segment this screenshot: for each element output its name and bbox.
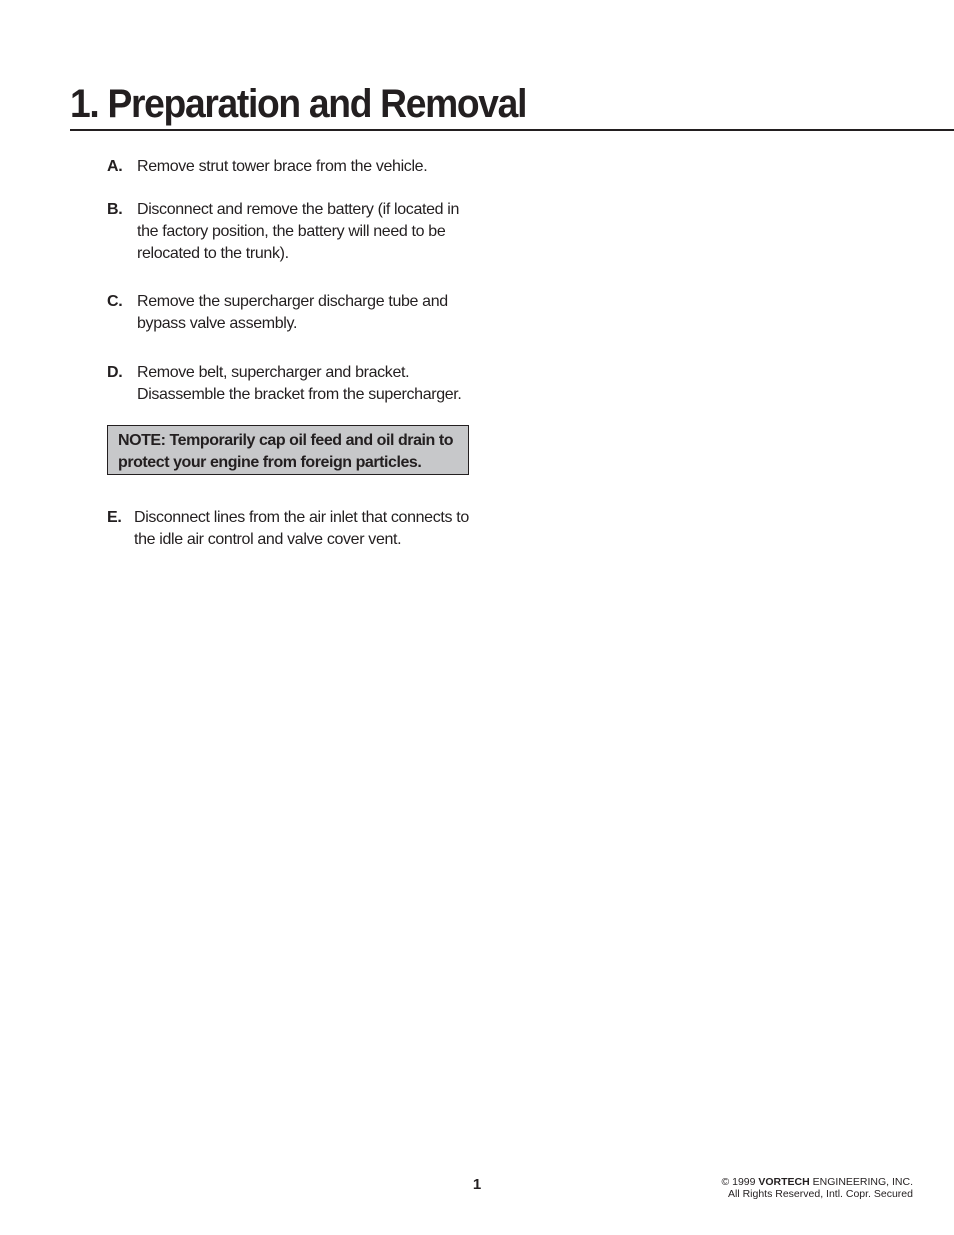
step-a [107, 156, 469, 178]
page-number: 1 [472, 1176, 482, 1193]
copyright-notice [721, 1176, 913, 1200]
title-divider [70, 129, 954, 131]
copyright-prefix: © 1999 [721, 1176, 759, 1188]
copyright-line [721, 1176, 913, 1188]
step-letter: E. [107, 509, 122, 526]
copyright-brand: VORTECH [758, 1176, 810, 1188]
page-title: 1. Preparation and Removal [70, 82, 527, 126]
step-c [107, 291, 469, 335]
copyright-suffix: ENGINEERING, INC. [809, 1176, 913, 1188]
step-letter: B. [107, 201, 123, 218]
note-box: NOTE: Temporarily cap oil feed and oil drain to protect your engine from foreign particles. [107, 425, 469, 475]
step-text: Remove strut tower brace from the vehicle. [137, 158, 428, 175]
step-letter: D. [107, 364, 123, 381]
step-b [107, 199, 469, 265]
step-letter: C. [107, 293, 123, 310]
step-letter: A. [107, 158, 123, 175]
rights-line: All Rights Reserved, Intl. Copr. Secured [727, 1188, 913, 1200]
step-e [107, 507, 469, 551]
step-d [107, 362, 469, 406]
step-text: Disconnect and remove the battery (if located in the factory position, the battery will need to be relocated to the trunk). [137, 201, 460, 262]
step-text: Remove belt, supercharger and bracket. Disassemble the bracket from the supercharger. [137, 364, 462, 403]
step-text: Disconnect lines from the air inlet that connects to the idle air control and valve cover vent. [134, 509, 469, 548]
step-text: Remove the supercharger discharge tube and bypass valve assembly. [137, 293, 448, 332]
